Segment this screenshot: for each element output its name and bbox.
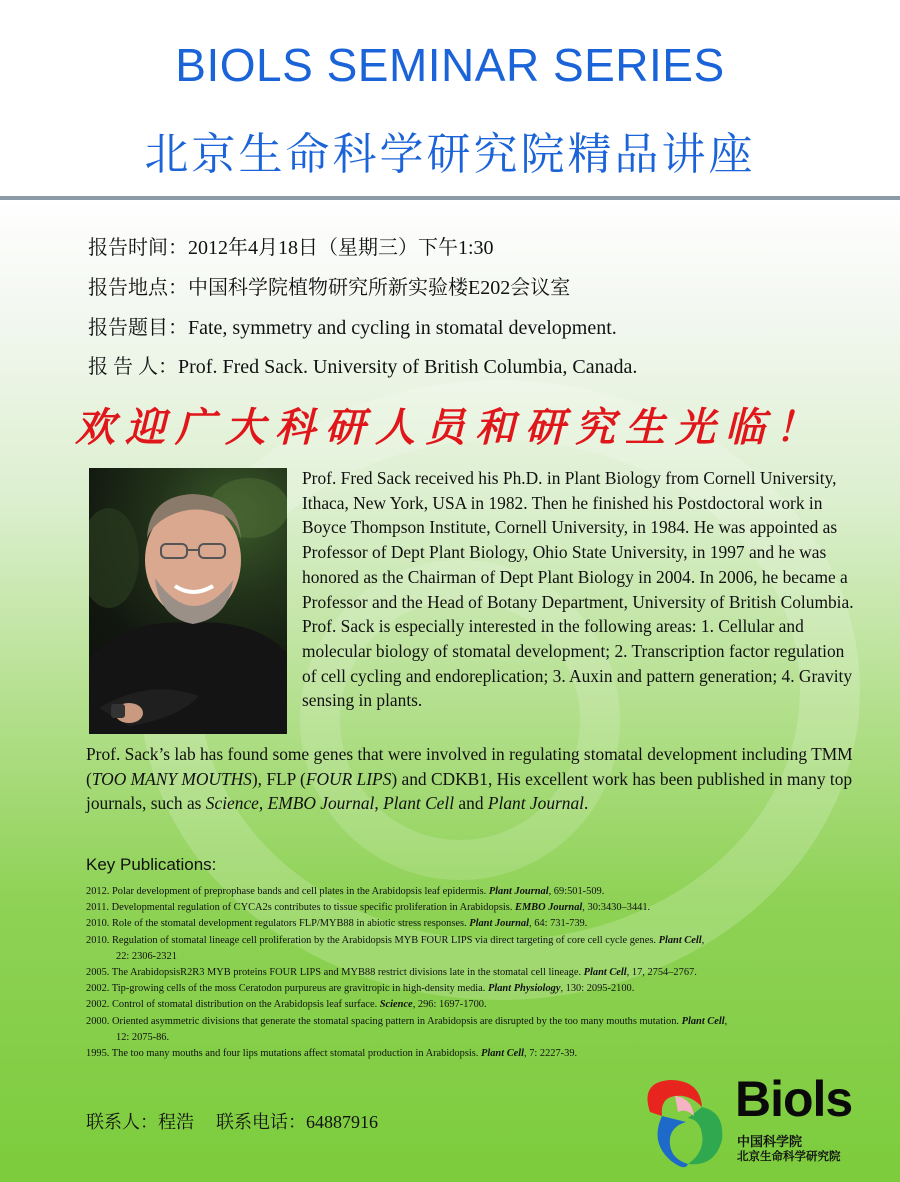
logo-subtitle-cas: 中国科学院 bbox=[737, 1135, 803, 1150]
pub-ref: , bbox=[724, 1015, 728, 1027]
pub-journal: EMBO Journal bbox=[515, 902, 583, 914]
pub-journal: Plant Journal bbox=[469, 918, 530, 930]
bio-text bbox=[302, 466, 862, 713]
pub-ref: , 17, 2754–2767. bbox=[626, 967, 697, 979]
bio-text-segment: Prof. Sack’s lab has found some genes that were involved in regulating stomatal development including TMM ( bbox=[86, 744, 853, 789]
pub-journal: Plant Physiology bbox=[488, 983, 561, 995]
publication-item bbox=[86, 1046, 871, 1062]
bio-paragraph-2: Prof. Sack is especially interested in the following areas: 1. Cellular and molecular biology of stomatal development; 2. Transcription factor regulation of cell cycling and endoreplication; 3. Auxin and pattern generation; 4. Gravity sensing in plants. bbox=[302, 616, 853, 711]
pub-ref: , 296: 1697-1700. bbox=[412, 999, 487, 1011]
title-chinese: 北京生命科学研究院精品讲座 bbox=[144, 129, 756, 180]
logo-subtitle-institute: 北京生命科学研究院 bbox=[737, 1149, 841, 1163]
pub-continuation: 12: 2075-86. bbox=[116, 1031, 170, 1043]
pub-text: 2002. Control of stomatal distribution on the Arabidopsis leaf surface. bbox=[86, 999, 380, 1011]
bio-text-segment: , bbox=[374, 793, 384, 814]
publications-heading: Key Publications: bbox=[86, 855, 217, 874]
publication-item bbox=[86, 933, 871, 965]
info-time-label: 报告时间： bbox=[88, 237, 188, 259]
pub-ref: , 7: 2227-39. bbox=[524, 1048, 578, 1060]
gene-flp: FOUR LIPS bbox=[305, 768, 392, 789]
journal-plant-journal: Plant Journal bbox=[487, 793, 585, 814]
speaker-photo bbox=[89, 468, 287, 734]
pub-text: 2010. Role of the stomatal development regulators FLP/MYB88 in abiotic stress responses. bbox=[86, 918, 470, 930]
info-topic-label: 报告题目： bbox=[88, 317, 188, 339]
publication-item bbox=[86, 997, 871, 1013]
pub-text: 2012. Polar development of preprophase bands and cell plates in the Arabidopsis leaf epidermis. bbox=[86, 886, 489, 897]
info-topic bbox=[88, 311, 617, 340]
pub-journal: Science bbox=[379, 999, 413, 1011]
pub-journal: Plant Cell bbox=[681, 1015, 725, 1027]
journal-plant-cell: Plant Cell bbox=[383, 793, 455, 814]
header-divider bbox=[0, 196, 900, 200]
pub-journal: Plant Cell bbox=[583, 967, 627, 979]
title-english: BIOLS SEMINAR SERIES bbox=[175, 39, 725, 91]
contact-person: 联系人：程浩 bbox=[86, 1112, 194, 1132]
pub-ref: , 64: 731-739. bbox=[529, 918, 588, 930]
publication-item bbox=[86, 884, 871, 900]
bio-text-segment: . bbox=[584, 793, 589, 814]
journal-science: Science bbox=[205, 793, 259, 814]
pub-ref: , bbox=[701, 934, 705, 946]
contact-info bbox=[86, 1108, 400, 1134]
pub-continuation: 22: 2306-2321 bbox=[116, 950, 177, 962]
bio-paragraph-3 bbox=[86, 742, 866, 816]
pub-ref: , 30:3430–3441. bbox=[582, 902, 651, 914]
publication-item bbox=[86, 965, 871, 981]
pub-journal: Plant Cell bbox=[481, 1048, 525, 1060]
pub-ref: , 69:501-509. bbox=[548, 886, 605, 897]
pub-text: 2000. Oriented asymmetric divisions that generate the stomatal spacing pattern in Arabidopsis are disrupted by the too many mouths mutation. bbox=[86, 1015, 682, 1027]
speaker-portrait-icon bbox=[89, 468, 287, 734]
bio-text-segment: and bbox=[454, 793, 488, 814]
pub-text: 2005. The ArabidopsisR2R3 MYB proteins FOUR LIPS and MYB88 restrict divisions late in the stomatal cell lineage. bbox=[86, 967, 584, 979]
logo-wordmark: Biols bbox=[735, 1071, 853, 1127]
bio-text-segment: ), FLP ( bbox=[251, 768, 306, 789]
publication-item bbox=[86, 1014, 871, 1046]
pub-text: 1995. The too many mouths and four lips mutations affect stomatal production in Arabidopsis. bbox=[86, 1048, 481, 1060]
gene-tmm: TOO MANY MOUTHS bbox=[91, 768, 252, 789]
pub-text: 2011. Developmental regulation of CYCA2s contributes to tissue specific proliferation in Arabidopsis. bbox=[86, 902, 516, 914]
info-place-label: 报告地点： bbox=[88, 277, 188, 299]
bio-paragraph-1: Prof. Fred Sack received his Ph.D. in Plant Biology from Cornell University, Ithaca, New York, USA in 1982. Then he finished his Postdoctoral work in Boyce Thompson Institute, Cornell University, in 1984. He was appointed as Professor of Dept Plant Biology, Ohio State University, in 1997 and he was honored as the Chairman of Dept Plant Biology in 2004. In 2006, he became a Professor and the Head of Botany Department, University of British Columbia. bbox=[302, 468, 854, 612]
pub-journal: Plant Cell bbox=[658, 934, 702, 946]
info-time-value: 2012年4月18日（星期三）下午1:30 bbox=[188, 237, 494, 259]
pub-ref: , 130: 2095-2100. bbox=[560, 983, 635, 995]
publication-item bbox=[86, 916, 871, 932]
info-place-value: 中国科学院植物研究所新实验楼E202会议室 bbox=[188, 277, 571, 299]
pub-text: 2010. Regulation of stomatal lineage cell proliferation by the Arabidopsis MYB FOUR LIPS via direct targeting of core cell cycle genes. bbox=[86, 934, 659, 946]
info-speaker bbox=[88, 350, 637, 379]
publication-item bbox=[86, 981, 871, 997]
info-topic-value: Fate, symmetry and cycling in stomatal development. bbox=[188, 317, 617, 339]
publication-list bbox=[86, 884, 871, 1062]
bio-text-segment: , bbox=[258, 793, 268, 814]
pub-text: 2002. Tip-growing cells of the moss Ceratodon purpureus are gravitropic in high-density media. bbox=[86, 983, 488, 995]
bio-text-segment: ) and CDKB1, His excellent work has been published in many top journals, such as bbox=[86, 768, 853, 814]
info-speaker-label: 报 告 人： bbox=[88, 356, 178, 378]
journal-embo: EMBO Journal bbox=[267, 793, 375, 814]
contact-phone: 联系电话：64887916 bbox=[216, 1112, 378, 1132]
welcome-banner: 欢迎广大科研人员和研究生光临！ bbox=[75, 404, 825, 451]
info-time bbox=[88, 231, 494, 260]
publication-item bbox=[86, 900, 871, 916]
pub-journal: Plant Journal bbox=[488, 886, 549, 897]
info-place bbox=[88, 271, 570, 300]
info-speaker-value: Prof. Fred Sack. University of British Columbia, Canada. bbox=[178, 356, 638, 378]
